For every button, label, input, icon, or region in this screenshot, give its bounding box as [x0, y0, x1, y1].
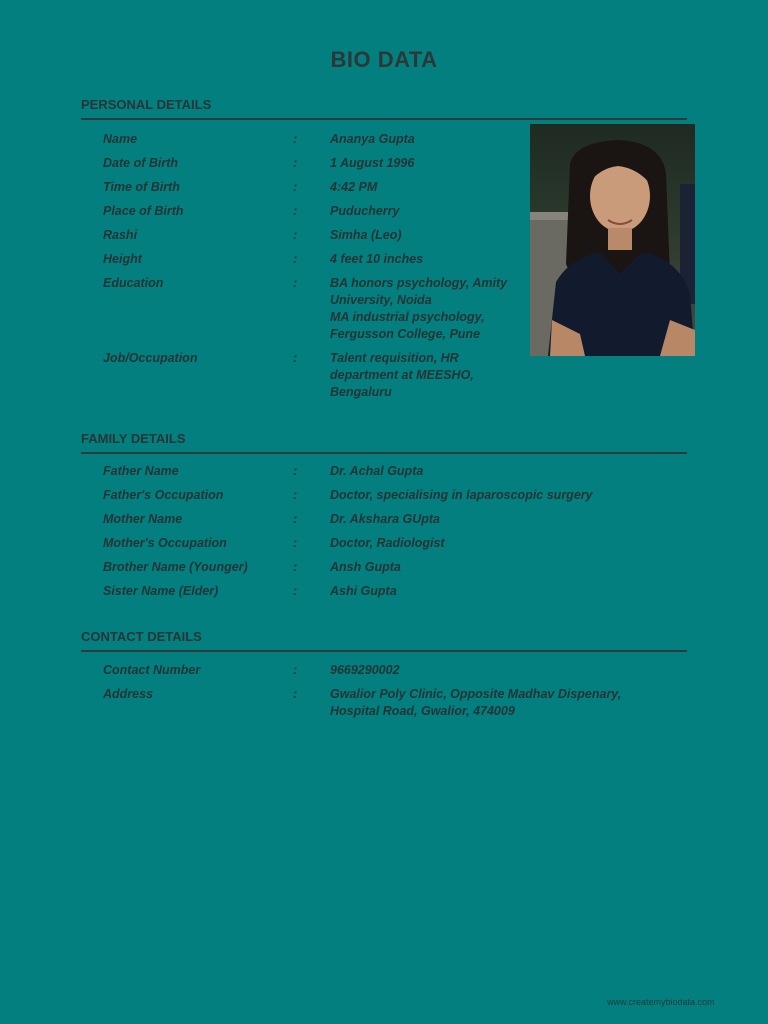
- field-label: Time of Birth: [103, 180, 180, 194]
- field-value: Doctor, specialising in laparoscopic surgery: [330, 488, 593, 502]
- field-label: Mother's Occupation: [103, 536, 227, 550]
- field-value: Talent requisition, HR department at MEESHO, Bengaluru: [330, 351, 474, 399]
- field-separator: :: [293, 351, 298, 365]
- family-details-list: [0, 463, 768, 607]
- list-item: [0, 511, 768, 528]
- field-separator: :: [293, 276, 298, 290]
- field-label: Father's Occupation: [103, 488, 224, 502]
- field-value: Puducherry: [330, 204, 400, 218]
- footer-website: www.createmybiodata.com: [607, 997, 715, 1007]
- list-item: [0, 535, 768, 552]
- field-separator: :: [293, 228, 298, 242]
- field-separator: :: [293, 464, 298, 478]
- field-label: Mother Name: [103, 512, 183, 526]
- field-separator: :: [293, 663, 298, 677]
- section-heading-family: FAMILY DETAILS: [81, 431, 687, 454]
- field-value: Ananya Gupta: [330, 132, 415, 146]
- field-separator: :: [293, 180, 298, 194]
- field-separator: :: [293, 252, 298, 266]
- field-separator: :: [293, 132, 298, 146]
- field-value: 4:42 PM: [330, 180, 378, 194]
- field-value: 9669290002: [330, 663, 400, 677]
- field-label: Name: [103, 132, 138, 146]
- field-value: Doctor, Radiologist: [330, 536, 445, 550]
- field-separator: :: [293, 156, 298, 170]
- field-label: Place of Birth: [103, 204, 184, 218]
- section-heading-personal: PERSONAL DETAILS: [81, 97, 687, 120]
- field-value: 4 feet 10 inches: [330, 252, 424, 266]
- field-label: Father Name: [103, 464, 179, 478]
- portrait-image: [530, 124, 695, 356]
- field-separator: :: [293, 560, 298, 574]
- field-separator: :: [293, 584, 298, 598]
- section-heading-contact: CONTACT DETAILS: [81, 629, 687, 652]
- field-value: Ansh Gupta: [330, 560, 401, 574]
- field-label: Rashi: [103, 228, 138, 242]
- field-label: Sister Name (Elder): [103, 584, 219, 598]
- field-label: Date of Birth: [103, 156, 178, 170]
- field-value: 1 August 1996: [330, 156, 415, 170]
- field-label: Education: [103, 276, 164, 290]
- document-title: BIO DATA: [330, 47, 438, 72]
- field-label: Contact Number: [103, 663, 201, 677]
- list-item: [0, 559, 768, 576]
- field-separator: :: [293, 204, 298, 218]
- field-label: Height: [103, 252, 142, 266]
- list-item: [0, 463, 768, 480]
- list-item: [0, 350, 768, 401]
- field-value: Dr. Achal Gupta: [330, 464, 424, 478]
- field-label: Brother Name (Younger): [103, 560, 248, 574]
- field-value: Gwalior Poly Clinic, Opposite Madhav Dispenary, Hospital Road, Gwalior, 474009: [330, 687, 622, 718]
- list-item: [0, 583, 768, 600]
- field-separator: :: [293, 687, 298, 701]
- field-value: BA honors psychology, Amity University, Noida MA industrial psychology, Fergusson College, Pune: [330, 276, 508, 341]
- field-label: Job/Occupation: [103, 351, 198, 365]
- profile-photo: [530, 124, 695, 356]
- field-value: Dr. Akshara GUpta: [330, 512, 440, 526]
- contact-details-list: [0, 662, 768, 727]
- field-value: Simha (Leo): [330, 228, 402, 242]
- list-item: [0, 686, 768, 720]
- field-separator: :: [293, 536, 298, 550]
- list-item: [0, 487, 768, 504]
- list-item: [0, 662, 768, 679]
- field-label: Address: [103, 687, 154, 701]
- field-value: Ashi Gupta: [330, 584, 397, 598]
- field-separator: :: [293, 512, 298, 526]
- field-separator: :: [293, 488, 298, 502]
